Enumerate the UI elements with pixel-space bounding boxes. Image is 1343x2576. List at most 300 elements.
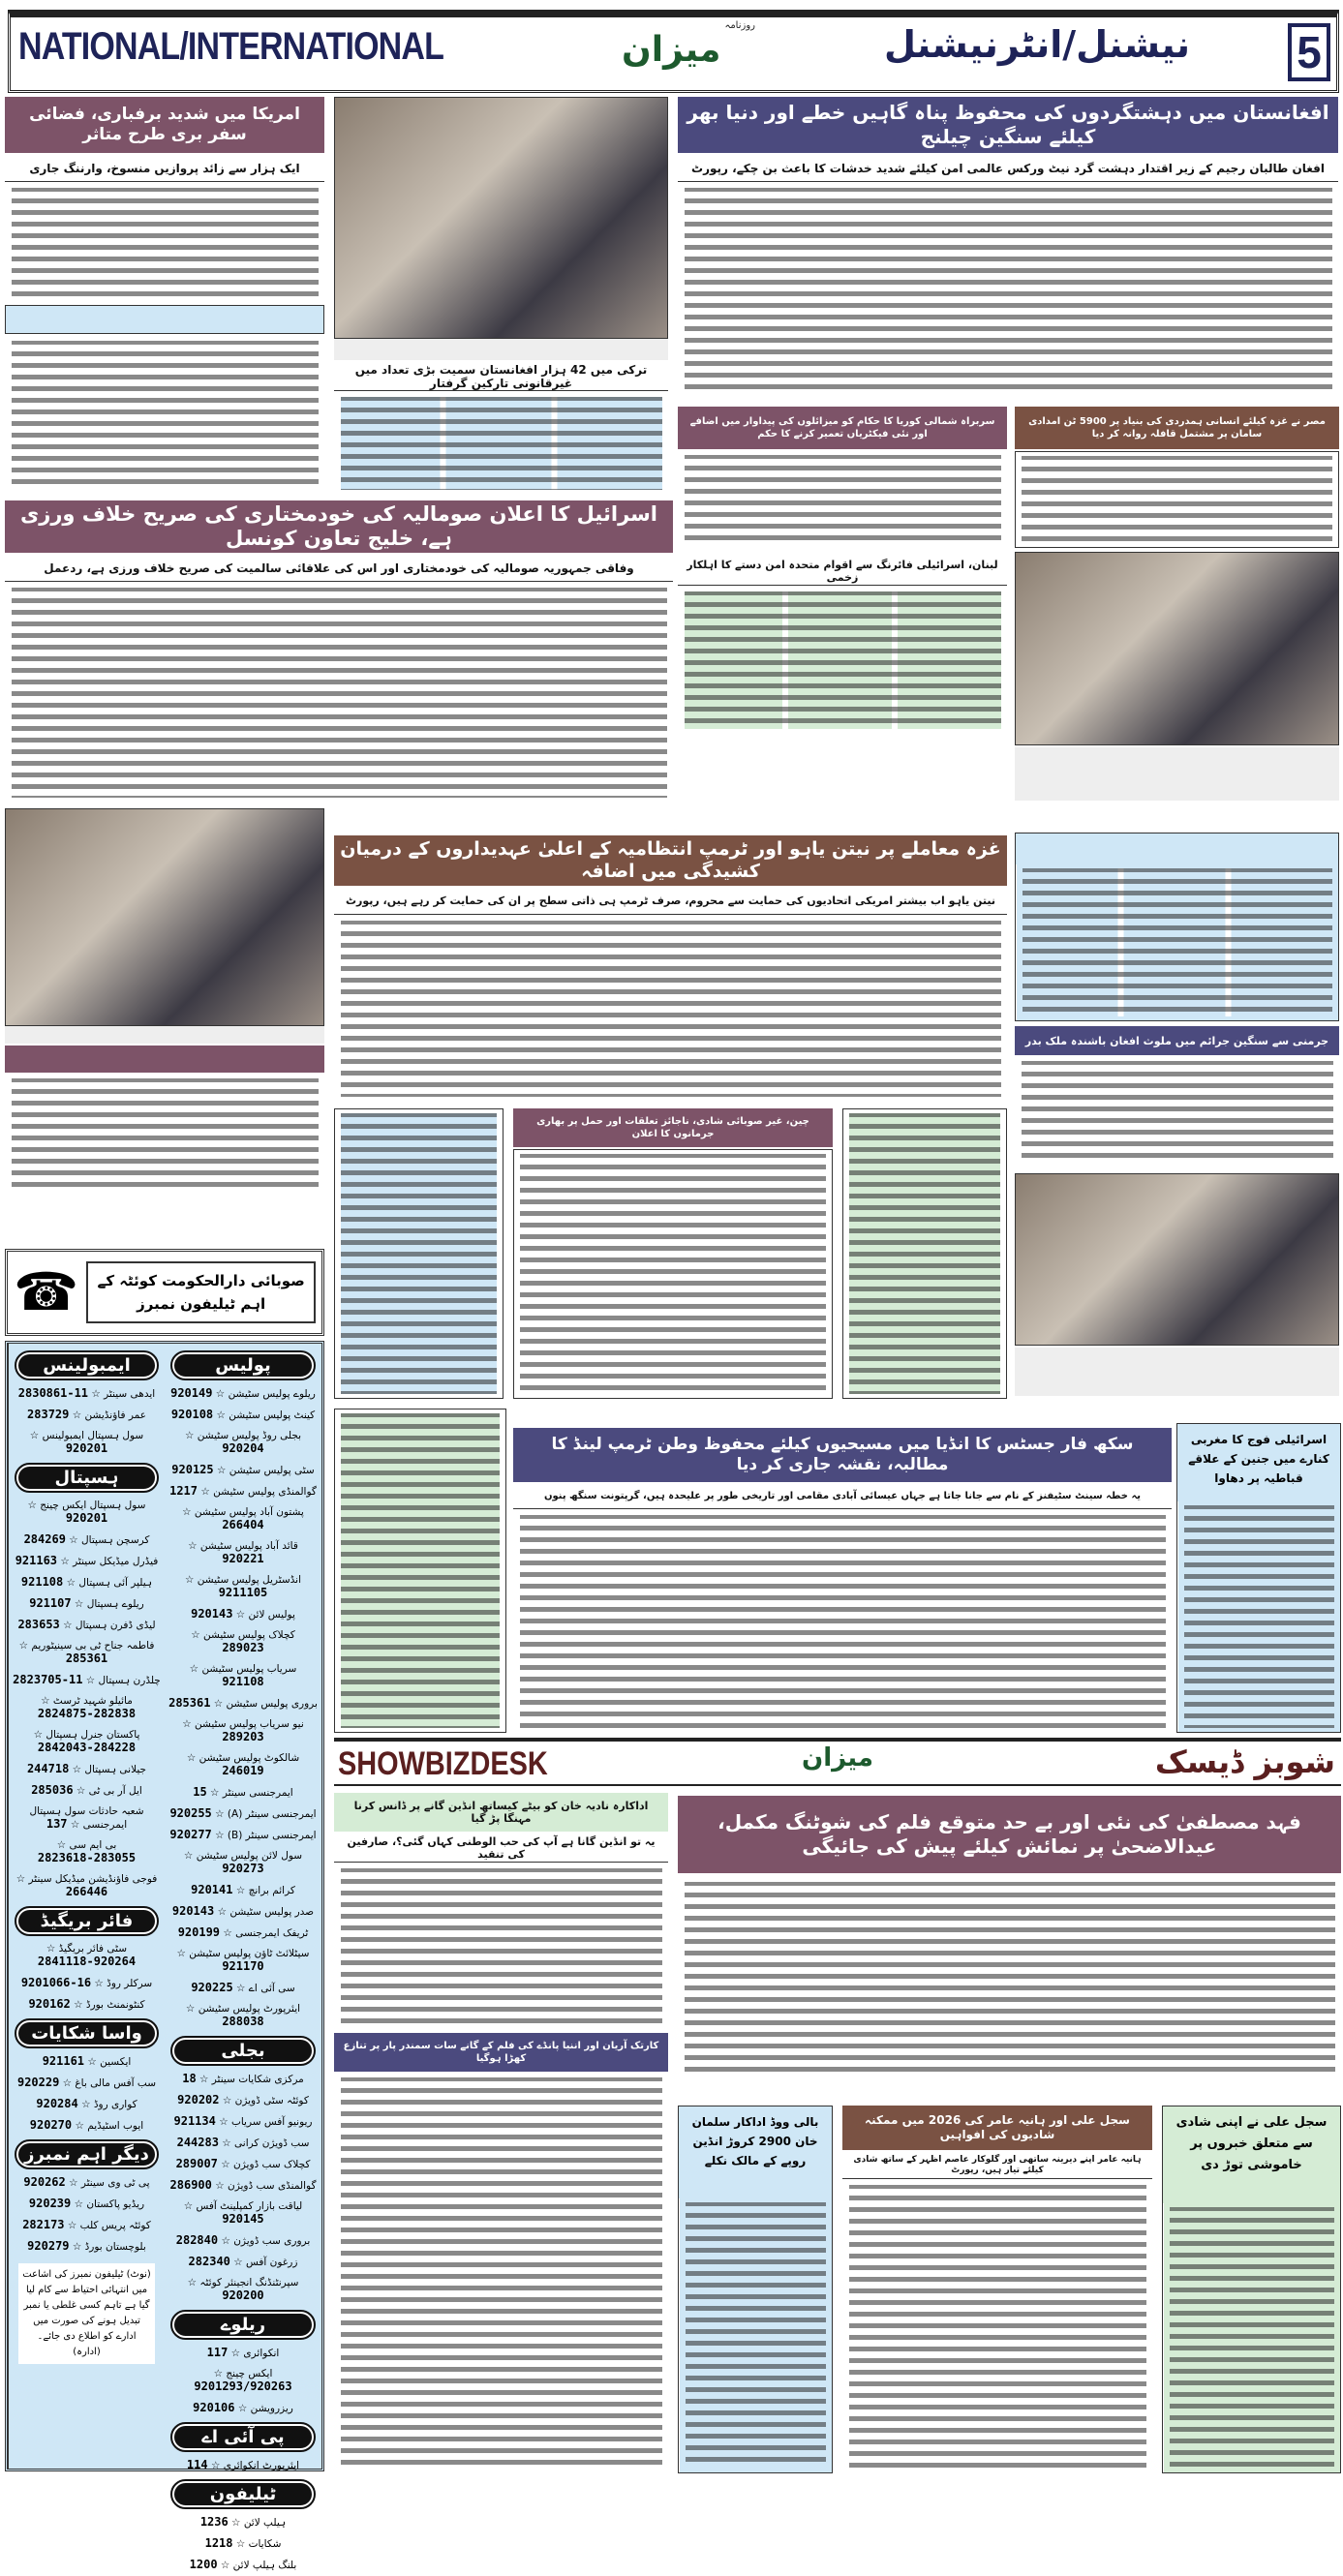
section-title-english: NATIONAL/INTERNATIONAL (18, 25, 443, 68)
entry-number: 285361 (168, 1696, 211, 1710)
entry-name: سریاب پولیس سٹیشن (201, 1663, 297, 1675)
entry-name: ایل آر بی ٹی (88, 1785, 142, 1797)
star-separator-icon: ☆ (186, 1752, 199, 1764)
salman-box (678, 2106, 833, 2473)
egypt-body (1015, 451, 1339, 548)
directory-entry (168, 2343, 318, 2364)
directory-entry (13, 1725, 161, 1759)
entry-number: 283729 (27, 1408, 70, 1421)
entry-number: 284269 (23, 1532, 66, 1546)
entry-number: 920145 (222, 2212, 264, 2226)
entry-number: 1200 (189, 2558, 218, 2571)
entry-name: ریزرویشن (250, 2403, 293, 2414)
star-separator-icon: ☆ (189, 1663, 202, 1675)
star-separator-icon: ☆ (56, 1839, 70, 1851)
entry-number: 920125 (171, 1463, 214, 1476)
star-separator-icon: ☆ (77, 2099, 94, 2110)
us-snow-body (5, 184, 324, 300)
showbiz-header (334, 1738, 1341, 1786)
us-snow-subheadline: ایک ہزار سے زائد پروازیں منسوخ، وارننگ جاری (5, 155, 324, 182)
entry-number: 920202 (177, 2093, 220, 2106)
star-separator-icon: ☆ (206, 1787, 223, 1799)
entry-name: لیاقت بازار کمپلینٹ آفس (196, 2200, 303, 2212)
star-separator-icon: ☆ (234, 2403, 251, 2414)
directory-entry (168, 1901, 318, 1923)
directory-entry (13, 1405, 161, 1426)
entry-number: 283653 (17, 1618, 60, 1631)
directory-entry (168, 1846, 318, 1880)
north-korea-headline: سربراہ شمالی کوریا کا حکام کو میزائلوں کی پیداوار میں اضافے اور نئی فیکٹریاں تعمیر کرنے کا حکم (678, 407, 1007, 449)
directory-section-heading: پولیس (172, 1352, 314, 1379)
entry-number: 285036 (31, 1783, 74, 1797)
afghan-body (678, 184, 1338, 399)
trump-zelensky-box (334, 1409, 506, 1733)
directory-entry (168, 2230, 318, 2252)
showbiz-title-urdu: شوبز ڈیسک (1154, 1743, 1335, 1780)
entry-name: سپرنٹنڈنگ انجینئر کوئٹہ (199, 2277, 299, 2288)
directory-entry (168, 1570, 318, 1604)
entry-name: ریونیو آفس سریاب (230, 2116, 313, 2128)
side-story-body (5, 1075, 324, 1196)
star-separator-icon: ☆ (213, 1465, 229, 1476)
entry-name: فوجی فاؤنڈیشن میڈیکل سینٹر (28, 1873, 158, 1885)
entry-number: 244718 (26, 1762, 70, 1775)
entry-name: سب ڈویژن کرانی (234, 2137, 310, 2149)
entry-number: 18 (182, 2072, 197, 2085)
star-separator-icon: ☆ (57, 1556, 74, 1567)
entry-name: پشتون آباد پولیس سٹیشن (194, 1506, 304, 1518)
entry-number: 244283 (176, 2136, 219, 2149)
star-separator-icon: ☆ (33, 1729, 46, 1741)
directory-entry (168, 2197, 318, 2230)
entry-number: 288038 (222, 2015, 264, 2028)
star-separator-icon: ☆ (196, 2074, 212, 2085)
directory-entry (168, 1748, 318, 1782)
star-separator-icon: ☆ (182, 1718, 196, 1730)
directory-entry (13, 2215, 161, 2236)
directory-entry (168, 1944, 318, 1978)
turkey-headline: ترکی میں 42 ہزار افغانستان سمیت بڑی تعداد میں غیرقانونی تارکین گرفتار (334, 362, 668, 391)
entry-name: بلوچستان بورڈ (84, 2241, 146, 2253)
directory-entry (168, 1502, 318, 1536)
fahad-headline: فہد مصطفیٰ کی نئی اور بے حد متوقع فلم کی شوٹنگ مکمل، عیدالاضحیٰ پر نمائش کیلئے پیش کی جائیگی (678, 1796, 1341, 1873)
directory-entry (13, 1802, 161, 1835)
entry-number: 920143 (191, 1607, 233, 1621)
directory-entry (168, 2111, 318, 2133)
entry-name: بی ایم سی (69, 1839, 117, 1851)
directory-entry (13, 1551, 161, 1572)
sikh-subheadline: یہ خطہ سینٹ سٹیفنز کے نام سے جانا جاتا ہے جہاں عیسائی آبادی مقامی اور تاریخی طور پر علیحدہ ہیں، گرپتونت سنگھ پنوں (513, 1484, 1172, 1509)
directory-entry (168, 2555, 318, 2576)
entry-name: ایمرجنسی سینٹر (222, 1787, 293, 1799)
star-separator-icon: ☆ (183, 2200, 197, 2212)
star-separator-icon: ☆ (220, 1927, 236, 1939)
entry-name: ایئرپورٹ پولیس سٹیشن (198, 2003, 301, 2015)
entry-number: 921170 (222, 1959, 264, 1973)
entry-number: 9201293/920263 (194, 2379, 292, 2393)
directory-entry (13, 1869, 161, 1903)
entry-number: 920141 (191, 1883, 233, 1896)
entry-name: قائد آباد پولیس سٹیشن (199, 1540, 298, 1552)
directory-entry (13, 1593, 161, 1615)
entry-number: 920284 (36, 2097, 78, 2110)
directory-entry (168, 2154, 318, 2175)
star-separator-icon: ☆ (69, 1409, 85, 1421)
directory-title: صوبائی دارالحکومت کوئٹہ کے اہم ٹیلیفون نمبرز (86, 1261, 316, 1323)
somalia-headline: اسرائیل کا اعلان صومالیہ کی خودمختاری کی صریح خلاف ورزی ہے، خلیج تعاون کونسل (5, 500, 673, 553)
entry-name: ایدھی سینٹر (104, 1388, 156, 1400)
directory-entry (168, 1536, 318, 1570)
entry-name: صدر پولیس سٹیشن (229, 1906, 315, 1918)
entry-name: سرکلر روڈ (107, 1978, 153, 1989)
star-separator-icon: ☆ (88, 1388, 105, 1400)
directory-section-heading: فائر بریگیڈ (16, 1908, 157, 1934)
entry-number: 921108 (20, 1575, 64, 1589)
directory-section-heading: ٹیلیفون (172, 2481, 314, 2507)
afghan-headline: افغانستان میں دہشتگردوں کی محفوظ پناہ گاہیں خطے اور دنیا بھر کیلئے سنگین چیلنج (678, 97, 1338, 153)
west-bank-headline: اسرائیلی فوج کا مغربی کنارے میں جنین کے علاقے قباطیہ پر دھاوا (1188, 1433, 1329, 1485)
entry-name: سیٹلائٹ ٹاؤن پولیس سٹیشن (189, 1948, 310, 1959)
star-separator-icon: ☆ (187, 2277, 200, 2288)
directory-entry (168, 2175, 318, 2197)
directory-entry (168, 2512, 318, 2533)
directory-entry (13, 1780, 161, 1802)
gaza-headline: غزہ معاملے پر نیتن یاہو اور ٹرمپ انتظامیہ کے اعلیٰ عہدیداروں کے درمیان کشیدگی میں اضافہ (334, 835, 1007, 886)
directory-entry (13, 1939, 161, 1973)
star-separator-icon: ☆ (211, 1830, 228, 1841)
directory-entry (168, 1383, 318, 1405)
directory-entry (168, 2133, 318, 2154)
fahad-body (678, 1878, 1341, 2081)
directory-entry (168, 2090, 318, 2111)
star-separator-icon: ☆ (71, 1598, 87, 1610)
star-separator-icon: ☆ (183, 1850, 197, 1862)
salman-headline: بالی ووڈ اداکار سلمان خان 2900 کروڑ انڈین روپے کے مالک نکلے (691, 2115, 819, 2167)
star-separator-icon: ☆ (214, 1906, 230, 1918)
star-separator-icon: ☆ (232, 1609, 249, 1621)
logo-group (592, 19, 785, 87)
entry-name: شعبہ حادثات سول ہسپتال ایمرجنسی (29, 1805, 144, 1831)
entry-name: انڈسٹریل پولیس سٹیشن (197, 1574, 302, 1586)
entry-name: زرغون آفس (246, 2257, 298, 2268)
entry-name: گوالمنڈی پولیس سٹیشن (213, 1486, 317, 1498)
directory-note: (نوٹ) ٹیلیفون نمبرز کی اشاعت میں انتہائی احتیاط سے کام لیا گیا ہے تاہم کسی غلطی یا نمبر تبدیل ہونے کی صورت میں ادارے کو اطلاع دی جائے۔ (ادارہ) (18, 2263, 155, 2364)
star-separator-icon: ☆ (232, 1885, 249, 1896)
entry-name: کرائم برانچ (248, 1885, 295, 1896)
entry-name: ٹریفک ایمرجنسی (235, 1927, 309, 1939)
entry-name: ایمرجنسی سینٹر (B) (227, 1830, 317, 1841)
lebanon-headline: لبنان، اسرائیلی فائرنگ سے اقوام متحدہ امن دستے کا اہلکار زخمی (678, 557, 1007, 586)
somalia-subheadline: وفاقی جمہوریہ صومالیہ کی خودمختاری اور اس کی علاقائی سالمیت کی صریح خلاف ورزی ہے، ردعمل (5, 555, 673, 582)
directory-entry (13, 2194, 161, 2215)
entry-name: کوئٹہ پریس کلب (79, 2220, 151, 2231)
entry-name: کواری روڈ (93, 2099, 137, 2110)
directory-entry (168, 2533, 318, 2555)
entry-name: ایئرپورٹ انکوائری (223, 2460, 300, 2471)
directory-entry (168, 2252, 318, 2273)
photo-caption (334, 339, 668, 360)
star-separator-icon: ☆ (27, 1500, 41, 1511)
street-cleaning-photo (1015, 1173, 1339, 1346)
directory-entry (168, 1782, 318, 1803)
entry-name: ایکس چینج (226, 2368, 273, 2379)
gaza-body (334, 917, 1007, 1101)
egypt-headline: مصر نے غزہ کیلئے انسانی ہمدردی کی بنیاد پر 5900 ٹن امدادی سامان پر مشتمل قافلہ روانہ کر دیا (1015, 407, 1339, 449)
directory-entry (13, 2051, 161, 2073)
entry-name: نیو سریاب پولیس سٹیشن (195, 1718, 304, 1730)
entry-number: 2841118-920264 (37, 1955, 137, 1968)
entry-name: عمر فاؤنڈیشن (84, 1409, 146, 1421)
entry-number: 921108 (222, 1675, 264, 1688)
entry-name: بجلی روڈ پولیس سٹیشن (197, 1430, 302, 1441)
china-body (513, 1149, 833, 1399)
entry-number: 920279 (27, 2239, 70, 2253)
star-separator-icon: ☆ (229, 2257, 246, 2268)
entry-name: سٹی پولیس سٹیشن (229, 1465, 315, 1476)
entry-name: سول ہسپتال ایمبولینس (42, 1430, 144, 1441)
star-separator-icon: ☆ (59, 1620, 76, 1631)
entry-name: کنٹونمنٹ بورڈ (85, 1999, 145, 2011)
logo-tagline: روزنامہ (724, 20, 755, 31)
directory-entry (13, 1994, 161, 2015)
directory-section-heading: ایمبولینس (16, 1352, 157, 1379)
star-separator-icon: ☆ (184, 1574, 198, 1586)
entry-number: 282340 (188, 2255, 230, 2268)
star-separator-icon: ☆ (176, 1948, 190, 1959)
star-separator-icon: ☆ (15, 1873, 29, 1885)
star-separator-icon: ☆ (210, 1698, 227, 1710)
entry-name: فیڈرل میڈیکل سینٹر (73, 1556, 159, 1567)
directory-section-heading: ریلوے (172, 2312, 314, 2338)
entry-name: مرکزی شکایات سینٹر (211, 2074, 304, 2085)
star-separator-icon: ☆ (73, 1785, 89, 1797)
directory-entry (168, 1999, 318, 2033)
entry-name: ایکسین (100, 2056, 132, 2068)
entry-number: 1218 (204, 2536, 233, 2550)
directory-entry (13, 1973, 161, 1994)
directory-entry (13, 2073, 161, 2094)
directory-entry (13, 1383, 161, 1405)
entry-number: 285361 (65, 1652, 108, 1665)
entry-number: 920106 (193, 2401, 235, 2414)
entry-number: 920204 (222, 1441, 264, 1455)
entry-number: 920255 (169, 1806, 212, 1820)
nadia-subheadline: یہ تو انڈین گانا ہے آپ کی حب الوطنی کہاں گئی؟، صارفین کی تنقید (334, 1834, 668, 1863)
entry-name: ہیلپ لائن (243, 2517, 287, 2529)
side-headline-bar (5, 1046, 324, 1073)
office-photo (5, 808, 324, 1026)
gaza-subheadline: نیتن یاہو اب بیشتر امریکی اتحادیوں کی حمایت سے محروم، صرف ٹرمپ ہی ذاتی سطح پر ان کی حمایت کر رہے ہیں، رپورٹ (334, 888, 1007, 915)
photo-caption (1015, 747, 1339, 801)
star-separator-icon: ☆ (188, 1540, 200, 1552)
directory-entry (13, 1835, 161, 1869)
entry-number: 920143 (171, 1904, 215, 1918)
star-separator-icon: ☆ (65, 2177, 81, 2189)
entry-number: 114 (186, 2458, 208, 2471)
star-separator-icon: ☆ (46, 1943, 59, 1955)
entry-name: شکایات (248, 2538, 282, 2550)
directory-section-heading: پی آئی اے (172, 2424, 314, 2450)
star-separator-icon: ☆ (59, 2077, 76, 2089)
sajal-headline: سجل علی نے اپنی شادی سے متعلق خبروں پر خاموشی توڑ دی (1175, 2115, 1328, 2172)
star-separator-icon: ☆ (228, 2348, 244, 2359)
entry-number: 920200 (222, 2288, 264, 2302)
kartik-headline: کارتک آریان اور اننیا پانڈے کی فلم کے گانے سات سمندر پار پر تنازع کھڑا ہوگیا (334, 2033, 668, 2072)
entry-name: کرسچن ہسپتال (81, 1534, 150, 1546)
sajal-box (1162, 2106, 1341, 2473)
north-korea-body (678, 451, 1007, 548)
photo-caption (5, 1026, 324, 1044)
directory-entry (168, 1426, 318, 1460)
entry-name: جیلانی ہسپتال (84, 1764, 147, 1775)
kartik-body (334, 2074, 668, 2473)
entry-name: پاکستان جنرل ہسپتال (46, 1729, 140, 1741)
star-separator-icon: ☆ (207, 2460, 224, 2471)
entry-name: ریڈیو پاکستان (86, 2198, 145, 2210)
entry-number: 920239 (28, 2197, 72, 2210)
directory-column-right (165, 1344, 321, 2571)
meeting-photo (1015, 552, 1339, 745)
entry-name: ایمرجنسی سینٹر (A) (227, 1808, 317, 1820)
star-separator-icon: ☆ (213, 1409, 229, 1421)
entry-name: سول لائن پولیس سٹیشن (196, 1850, 303, 1862)
entry-name: انکوائری (243, 2348, 280, 2359)
star-separator-icon: ☆ (217, 2560, 233, 2571)
entry-number: 266404 (222, 1518, 264, 1531)
directory-entry (168, 1693, 318, 1714)
entry-name: بلنگ ہیلپ لائن (232, 2560, 297, 2571)
showbiz-title-english: SHOWBIZDESK (338, 1745, 548, 1782)
directory-entry (13, 1572, 161, 1593)
sikh-headline: سکھ فار جسٹس کا انڈیا میں مسیحیوں کیلئے محفوظ وطن ٹرمپ لینڈ کا مطالبہ، نقشہ جاری کر دیا (513, 1428, 1172, 1482)
page-number: 5 (1288, 23, 1330, 81)
entry-name: سب آفس مالی باغ (75, 2077, 157, 2089)
sikh-body (513, 1511, 1172, 1732)
trump-story-box (1015, 833, 1339, 1021)
entry-name: بروری سب ڈویژن (233, 2235, 311, 2247)
star-separator-icon: ☆ (228, 2517, 244, 2529)
entry-number: 289023 (222, 1641, 264, 1654)
newspaper-logo: میزان (802, 1743, 873, 1773)
entry-number: 282840 (175, 2233, 219, 2247)
star-separator-icon: ☆ (69, 2241, 85, 2253)
star-separator-icon: ☆ (212, 1388, 229, 1400)
entry-name: پی ٹی وی سینٹر (80, 2177, 150, 2189)
directory-entry (168, 1481, 318, 1502)
entry-number: 920270 (29, 2118, 73, 2132)
sajal-hania-body (842, 2181, 1152, 2473)
star-separator-icon: ☆ (84, 2056, 101, 2068)
entry-number: 9211105 (218, 1586, 268, 1599)
star-separator-icon: ☆ (185, 2003, 198, 2015)
newspaper-logo: میزان (622, 30, 721, 70)
entry-name: کچلاک سب ڈویژن (233, 2159, 311, 2170)
directory-entry (13, 1636, 161, 1670)
entry-name: فاطمہ جناح ٹی بی سینیٹوریم (31, 1640, 155, 1652)
entry-number: 921161 (42, 2054, 85, 2068)
star-separator-icon: ☆ (198, 1486, 214, 1498)
entry-number: 920262 (23, 2175, 66, 2189)
entry-number: 920229 (16, 2076, 60, 2089)
entry-number: 920162 (28, 1997, 71, 2011)
entry-name: گوالمنڈی سب ڈویژن (227, 2180, 317, 2192)
entry-number: 920199 (177, 1925, 221, 1939)
entry-number: 921134 (173, 2114, 216, 2128)
directory-entry (13, 1496, 161, 1530)
directory-entry (13, 1615, 161, 1636)
side-story-body (5, 337, 324, 492)
entry-name: کوئٹہ سٹی ڈویژن (234, 2095, 309, 2106)
entry-name: ہیلپر آئی ہسپتال (78, 1577, 153, 1589)
directory-entry (168, 2364, 318, 2398)
entry-number: 920273 (222, 1862, 264, 1875)
germany-body (1015, 1057, 1339, 1168)
star-separator-icon: ☆ (63, 1577, 79, 1589)
star-separator-icon: ☆ (71, 2198, 87, 2210)
directory-section-heading: واسا شکایات (16, 2020, 157, 2046)
telephone-icon: ☎ (14, 1261, 79, 1322)
star-separator-icon: ☆ (232, 2538, 249, 2550)
entry-number: 920108 (170, 1408, 214, 1421)
directory-section-heading: دیگر اہم نمبرز (16, 2141, 157, 2167)
directory-entry (168, 2273, 318, 2307)
directory-entry (13, 2236, 161, 2258)
sajal-hania-headline: سجل علی اور ہانیہ عامر کی 2026 میں ممکنہ شادیوں کی افواہیں (842, 2106, 1152, 2150)
entry-name: سول ہسپتال ایکس چینج (40, 1500, 146, 1511)
entry-name: شالکوٹ پولیس سٹیشن (198, 1752, 300, 1764)
directory-column-left (8, 1344, 165, 2469)
directory-entry (13, 1530, 161, 1551)
entry-number: 920149 (170, 1386, 213, 1400)
entry-number: 246019 (222, 1764, 264, 1777)
entry-name: سی آئی اے (248, 1983, 295, 1994)
entry-number: 2823705-11 (13, 1673, 83, 1686)
side-story-box (334, 1108, 504, 1399)
entry-name: چلڈرن ہسپتال (98, 1675, 161, 1686)
directory-entry (168, 1460, 318, 1481)
entry-number: 2824875-282838 (37, 1707, 137, 1720)
star-separator-icon: ☆ (191, 1629, 204, 1641)
star-separator-icon: ☆ (18, 1640, 32, 1652)
star-separator-icon: ☆ (215, 2116, 231, 2128)
turkey-body (334, 393, 668, 494)
entry-name: ایوب اسٹیڈیم (87, 2120, 144, 2132)
directory-entry (13, 1691, 161, 1725)
afghan-side-headline-box (5, 305, 324, 334)
entry-name: کینٹ پولیس سٹیشن (229, 1409, 316, 1421)
directory-entry (168, 1978, 318, 1999)
star-separator-icon: ☆ (64, 2220, 80, 2231)
section-title-urdu: نیشنل/انٹرنیشنل (883, 23, 1191, 66)
photo-caption (1015, 1348, 1339, 1396)
directory-entry (168, 1825, 318, 1846)
star-separator-icon: ☆ (218, 2235, 234, 2247)
entry-number: 286900 (169, 2178, 212, 2192)
entry-number: 2842043-284228 (37, 1741, 137, 1754)
entry-number: 921107 (29, 1596, 72, 1610)
star-separator-icon: ☆ (232, 1983, 249, 1994)
entry-number: 2823618-283055 (37, 1851, 137, 1864)
entry-name: ریلوے ہسپتال (86, 1598, 144, 1610)
directory-entry (13, 2094, 161, 2115)
entry-number: 920221 (222, 1552, 264, 1565)
entry-number: 15 (193, 1785, 207, 1799)
directory-entry (168, 1659, 318, 1693)
entry-number: 921163 (15, 1554, 58, 1567)
us-snow-headline: امریکا میں شدید برفباری، فضائی سفر بری طرح متاثر (5, 97, 324, 153)
entry-name: لیڈی ڈفرن ہسپتال (75, 1620, 156, 1631)
directory-entry (168, 1625, 318, 1659)
